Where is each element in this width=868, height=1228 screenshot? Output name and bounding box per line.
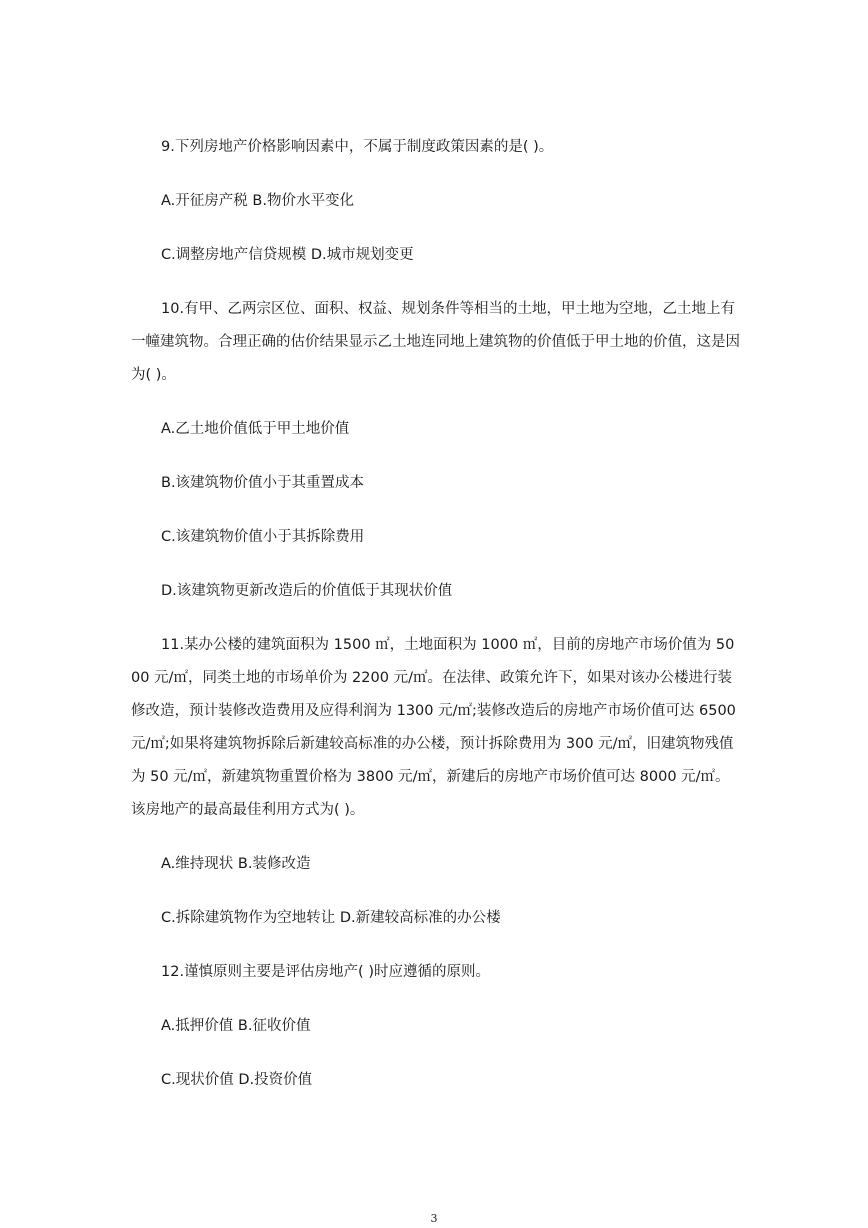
page-number: 3 [430, 1212, 438, 1225]
document-body [131, 131, 741, 1118]
question-11-options-ab: A.维持现状 B.装修改造 [161, 856, 311, 872]
question-10-option-d: D.该建筑物更新改造后的价值低于其现状价值 [161, 583, 453, 599]
question-12-options-cd: C.现状价值 D.投资价值 [161, 1072, 313, 1088]
question-11-stem: 11.某办公楼的建筑面积为 1500 ㎡，土地面积为 1000 ㎡，目前的房地产市场价值为 5000 元/㎡，同类土地的市场单价为 2200 元/㎡。在法律、政策允许下，如果对该办公楼进行装修改造，预计装修改造费用及应得利润为 1300 元/㎡;装修改造后的房地产市场价值可达 6500 元/㎡;如果将建筑物拆除后新建较高标准的办公楼，预计拆除费用为 300 元/㎡，旧建筑物残值为 50 元/㎡，新建筑物重置价格为 3800 元/㎡，新建后的房地产市场价值可达 8000 元/㎡。该房地产的最高最佳利用方式为( )。 [131, 637, 736, 818]
question-12-options-ab: A.抵押价值 B.征收价值 [161, 1018, 311, 1034]
question-10-stem: 10.有甲、乙两宗区位、面积、权益、规划条件等相当的土地，甲土地为空地，乙土地上有一幢建筑物。合理正确的估价结果显示乙土地连同地上建筑物的价值低于甲土地的价值，这是因为( )。 [131, 301, 740, 383]
question-9-options-cd: C.调整房地产信贷规模 D.城市规划变更 [161, 247, 414, 263]
question-10-option-c: C.该建筑物价值小于其拆除费用 [161, 529, 365, 545]
question-10-option-a: A.乙土地价值低于甲土地价值 [161, 421, 350, 437]
question-12-stem: 12.谨慎原则主要是评估房地产( )时应遵循的原则。 [161, 964, 490, 980]
question-11-options-cd: C.拆除建筑物作为空地转让 D.新建较高标准的办公楼 [161, 910, 501, 926]
question-10-option-b: B.该建筑物价值小于其重置成本 [161, 475, 365, 491]
question-9-options-ab: A.开征房产税 B.物价水平变化 [161, 193, 354, 209]
question-9-stem: 9.下列房地产价格影响因素中，不属于制度政策因素的是( )。 [161, 139, 554, 155]
